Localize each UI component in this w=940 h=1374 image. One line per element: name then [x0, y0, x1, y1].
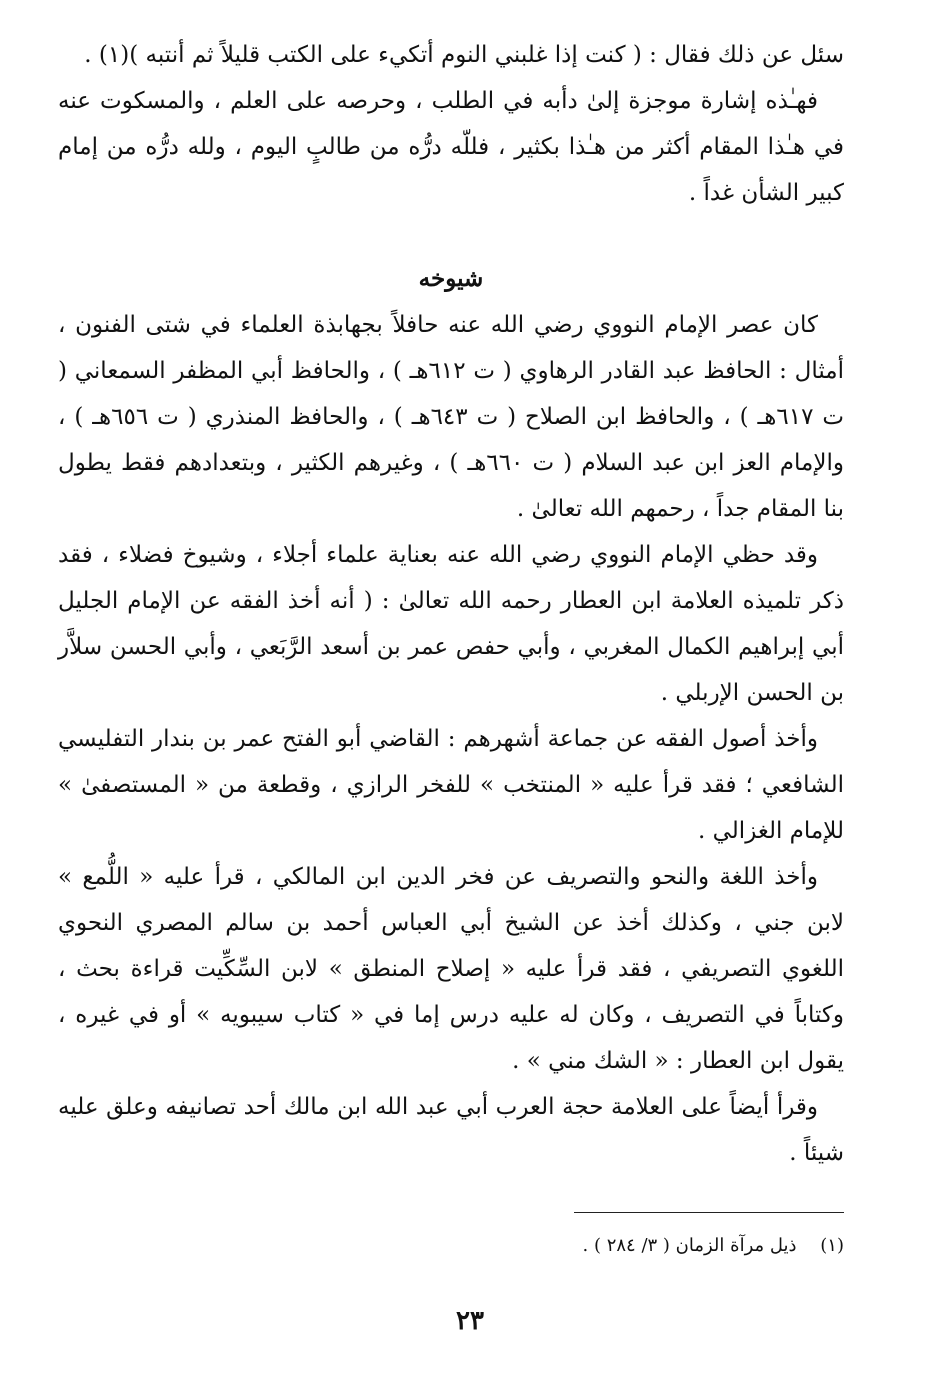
page-body [58, 32, 844, 1176]
footnote-text: ذيل مرآة الزمان ( ٣/ ٢٨٤ ) . [582, 1235, 797, 1256]
paragraph-usul: وأخذ أصول الفقه عن جماعة أشهرهم : القاضي أبو الفتح عمر بن بندار التفليسي الشافعي ؛ فقد قرأ عليه « المنتخب » للفخر الرازي ، وقطعة من « المستصفىٰ » للإمام الغزالي . [58, 726, 844, 844]
paragraph-language: وأخذ اللغة والنحو والتصريف عن فخر الدين ابن المالكي ، قرأ عليه « اللُّمع » لابن جني ، وكذلك أخذ عن الشيخ أبي العباس أحمد بن سالم المصري النحوي اللغوي التصريفي ، فقد قرأ عليه « إصلاح المنطق » لابن السِّكِّيت قراءة بحث ، وكتاباً في التصريف ، وكان له عليه درس إما في « كتاب سيبويه » أو في غيره ، يقول ابن العطار : « الشك مني » . [58, 864, 844, 1074]
section-heading: شيوخه [418, 265, 484, 292]
paragraph-ibn-malik: وقرأ أيضاً على العلامة حجة العرب أبي عبد الله ابن مالك أحد تصانيفه وعلق عليه شيئاً . [58, 1094, 844, 1166]
intro-line: سئل عن ذلك فقال : ( كنت إذا غلبني النوم أتكيء على الكتب قليلاً ثم أنتبه )(١) . [84, 42, 844, 68]
intro-paragraph: فهـٰذه إشارة موجزة إلىٰ دأبه في الطلب ، وحرصه على العلم ، والمسكوت عنه في هـٰذا المقام أكثر من هـٰذا بكثير ، فللّه درُّه من طالبٍ اليوم ، ولله درُّه من إمام كبير الشأن غداً . [58, 88, 844, 206]
footnote-divider [574, 1212, 844, 1213]
paragraph-teachers-fiqh: وقد حظي الإمام النووي رضي الله عنه بعناية علماء أجلاء ، وشيوخ فضلاء ، فقد ذكر تلميذه العلامة ابن العطار رحمه الله تعالىٰ : ( أنه أخذ الفقه عن الإمام الجليل أبي إبراهيم الكمال المغربي ، وأبي حفص عمر بن أسعد الرَّبَعي ، وأبي الحسن سلاَّر بن الحسن الإربلي . [58, 542, 844, 706]
page-number: ٢٣ [456, 1306, 484, 1336]
paragraph-scholars: كان عصر الإمام النووي رضي الله عنه حافلاً بجهابذة العلماء في شتى الفنون ، أمثال : الحافظ عبد القادر الرهاوي ( ت ٦١٢هـ ) ، والحافظ أبي المظفر السمعاني ( ت ٦١٧هـ ) ، والحافظ ابن الصلاح ( ت ٦٤٣هـ ) ، والحافظ المنذري ( ت ٦٥٦هـ ) ، والإمام العز ابن عبد السلام ( ت ٦٦٠هـ ) ، وغيرهم الكثير ، وبتعدادهم فقط يطول بنا المقام جداً ، رحمهم الله تعالىٰ . [58, 312, 845, 522]
footnote-number: (١) [820, 1235, 844, 1256]
footnote [583, 1232, 844, 1260]
